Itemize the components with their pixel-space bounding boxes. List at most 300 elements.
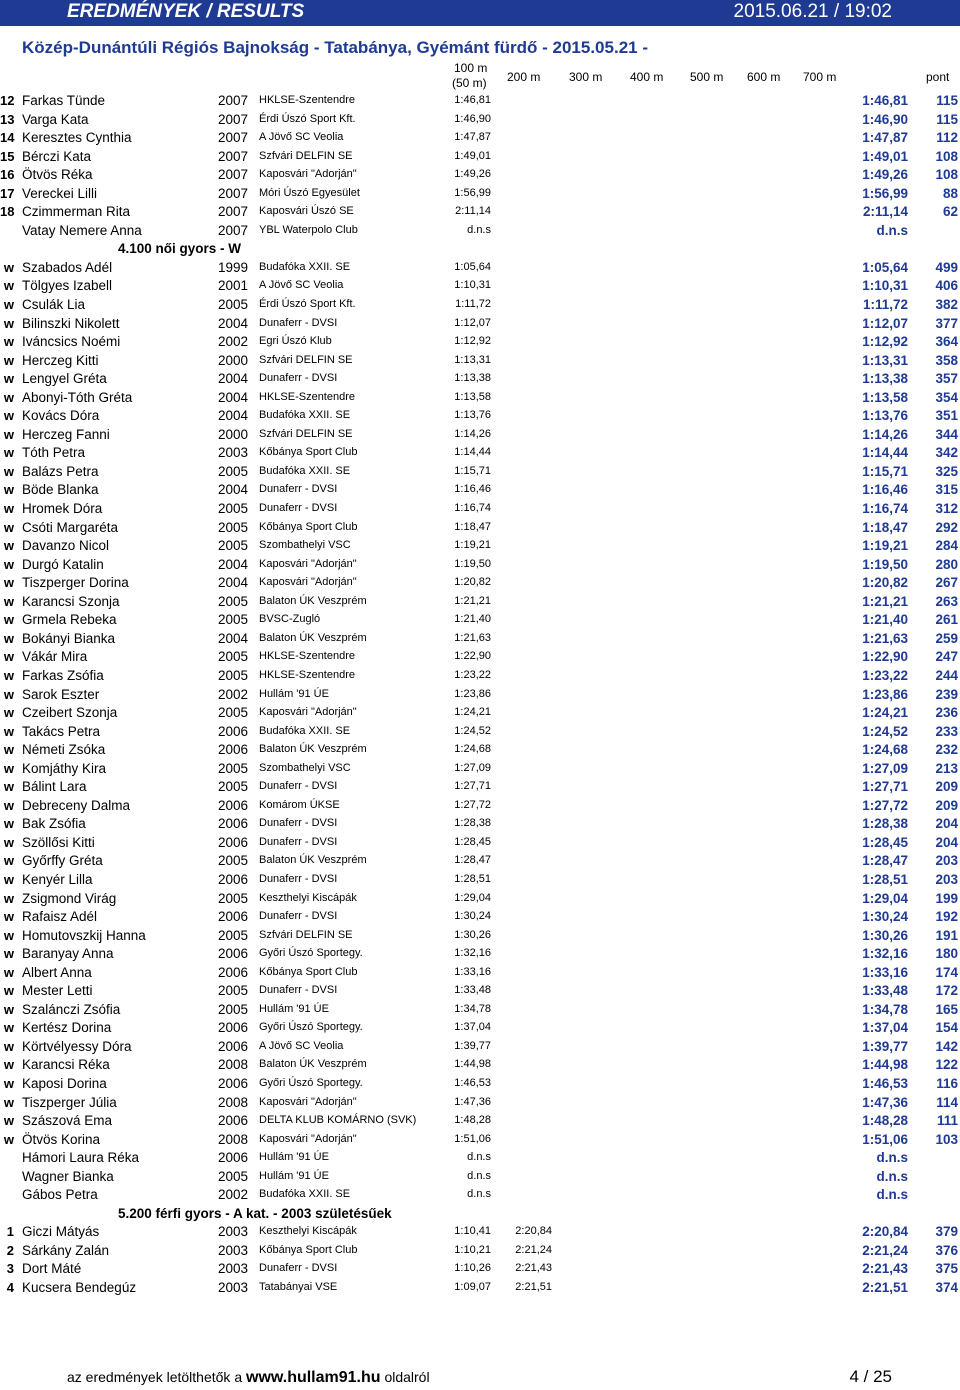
result-row bbox=[0, 1074, 960, 1093]
birth-year: 2008 bbox=[218, 1094, 249, 1110]
split-100m: 1:13,38 bbox=[454, 372, 491, 385]
place: 4 bbox=[6, 1280, 14, 1295]
club-name: DELTA KLUB KOMÁRNO (SVK) bbox=[259, 1114, 417, 1127]
split-100m: 1:28,47 bbox=[454, 854, 491, 867]
birth-year: 2005 bbox=[218, 760, 249, 776]
birth-year: 2004 bbox=[218, 575, 249, 591]
club-name: Balaton ÚK Veszprém bbox=[259, 1058, 367, 1071]
split-100m: 1:30,26 bbox=[454, 928, 491, 941]
birth-year: 2005 bbox=[218, 1001, 249, 1017]
results-title: EREDMÉNYEK / RESULTS bbox=[67, 1, 305, 22]
swimmer-name: Ötvös Réka bbox=[22, 167, 93, 183]
place: w bbox=[3, 463, 14, 479]
swimmer-name: Tölgyes Izabell bbox=[22, 278, 113, 294]
birth-year: 2006 bbox=[218, 1038, 249, 1054]
final-time: 1:12,07 bbox=[862, 315, 908, 331]
place: 14 bbox=[0, 130, 15, 146]
swimmer-name: Tiszperger Júlia bbox=[22, 1094, 117, 1110]
points: 122 bbox=[935, 1057, 958, 1073]
swimmer-name: Szöllősi Kitti bbox=[22, 834, 95, 850]
page-number: 4 / 25 bbox=[849, 1367, 892, 1386]
swimmer-name: Vákár Mira bbox=[22, 649, 88, 665]
club-name: Szfvári DELFIN SE bbox=[259, 928, 353, 941]
swimmer-name: Farkas Zsófia bbox=[22, 667, 104, 683]
points: 204 bbox=[935, 834, 958, 850]
col-points: pont bbox=[926, 70, 950, 84]
final-time: 1:32,16 bbox=[862, 946, 908, 962]
swimmer-name: Bokányi Bianka bbox=[22, 630, 116, 646]
place: w bbox=[3, 501, 14, 517]
club-name: Szfvári DELFIN SE bbox=[259, 427, 353, 440]
result-row bbox=[0, 1111, 960, 1130]
place: w bbox=[3, 871, 14, 887]
swimmer-name: Iváncsics Noémi bbox=[22, 334, 121, 350]
final-time: 1:39,77 bbox=[862, 1038, 908, 1054]
birth-year: 2005 bbox=[218, 983, 249, 999]
points: 111 bbox=[936, 1113, 958, 1129]
points: 376 bbox=[935, 1242, 958, 1258]
club-name: Győri Úszó Sportegy. bbox=[259, 947, 363, 960]
result-row bbox=[0, 740, 960, 759]
split-100m: 1:46,81 bbox=[454, 94, 491, 106]
result-row bbox=[0, 295, 960, 314]
footer-link[interactable]: www.hullam91.hu bbox=[246, 1369, 381, 1386]
split-100m: 1:24,21 bbox=[454, 706, 491, 719]
place: w bbox=[3, 723, 14, 739]
club-name: Dunaferr - DVSI bbox=[259, 1262, 338, 1275]
club-name: HKLSE-Szentendre bbox=[259, 94, 355, 106]
club-name: A Jövő SC Veolia bbox=[259, 1039, 344, 1052]
points: 203 bbox=[935, 853, 958, 869]
points: 62 bbox=[942, 204, 958, 220]
points: 209 bbox=[935, 797, 958, 813]
split-100m: 1:21,40 bbox=[454, 613, 491, 626]
club-name: HKLSE-Szentendre bbox=[259, 650, 355, 663]
final-time: 1:46,53 bbox=[862, 1075, 908, 1091]
final-time: 1:13,31 bbox=[862, 352, 908, 368]
club-name: Dunaferr - DVSI bbox=[259, 502, 338, 515]
swimmer-name: Czimmerman Rita bbox=[22, 204, 131, 220]
birth-year: 2007 bbox=[218, 111, 249, 127]
place: w bbox=[3, 278, 14, 294]
split-100m: 2:11,14 bbox=[455, 205, 491, 218]
club-name: Érdi Úszó Sport Kft. bbox=[259, 298, 356, 311]
club-name: Budafóka XXII. SE bbox=[259, 1188, 351, 1201]
club-name: Balaton ÚK Veszprém bbox=[259, 743, 367, 756]
split-100m: 1:33,16 bbox=[454, 965, 491, 978]
swimmer-name: Sarok Eszter bbox=[22, 686, 100, 702]
result-row bbox=[0, 462, 960, 481]
result-row bbox=[0, 202, 960, 221]
split-100m: 1:15,71 bbox=[454, 464, 491, 477]
points: 213 bbox=[935, 760, 958, 776]
split-100m: 1:51,06 bbox=[454, 1132, 491, 1145]
result-row bbox=[0, 314, 960, 333]
club-name: Hullám '91 ÚE bbox=[259, 687, 329, 700]
birth-year: 2005 bbox=[218, 612, 249, 628]
col-600m: 600 m bbox=[747, 70, 781, 84]
club-name: Kőbánya Sport Club bbox=[259, 965, 358, 978]
final-time: 1:56,99 bbox=[862, 185, 908, 201]
final-time: 1:13,38 bbox=[862, 371, 908, 387]
final-time: 1:49,01 bbox=[862, 148, 908, 164]
birth-year: 2007 bbox=[218, 130, 249, 146]
result-row bbox=[0, 981, 960, 1000]
points: 263 bbox=[935, 593, 958, 609]
birth-year: 2007 bbox=[218, 204, 249, 220]
place: w bbox=[3, 259, 14, 275]
split-100m: 1:11,72 bbox=[455, 298, 491, 311]
result-row bbox=[0, 907, 960, 926]
split-100m: 1:28,45 bbox=[454, 835, 491, 848]
swimmer-name: Herczeg Kitti bbox=[22, 352, 99, 368]
points: 142 bbox=[935, 1038, 958, 1054]
birth-year: 2005 bbox=[218, 705, 249, 721]
result-row bbox=[0, 184, 960, 203]
final-time: 2:21,43 bbox=[862, 1261, 908, 1277]
split-100m: 1:10,41 bbox=[454, 1225, 491, 1238]
birth-year: 2006 bbox=[218, 964, 249, 980]
birth-year: 1999 bbox=[218, 259, 249, 275]
split-100m: 1:10,21 bbox=[454, 1243, 491, 1256]
points: 239 bbox=[935, 686, 958, 702]
final-time: 1:46,90 bbox=[862, 111, 908, 127]
place: w bbox=[3, 389, 14, 405]
result-row bbox=[0, 480, 960, 499]
result-row bbox=[0, 703, 960, 722]
split-100m: 1:22,90 bbox=[454, 650, 491, 663]
final-time: 1:14,26 bbox=[862, 426, 908, 442]
final-time: 1:33,16 bbox=[862, 964, 908, 980]
final-time: 1:13,58 bbox=[862, 389, 908, 405]
place: 3 bbox=[6, 1261, 14, 1277]
result-row bbox=[0, 443, 960, 462]
final-time: 1:21,63 bbox=[862, 630, 908, 646]
place: w bbox=[3, 760, 14, 776]
place: 1 bbox=[6, 1224, 14, 1240]
split-200m: 2:21,43 bbox=[515, 1262, 552, 1275]
birth-year: 2006 bbox=[218, 871, 249, 887]
club-name: Balaton ÚK Veszprém bbox=[259, 854, 367, 867]
birth-year: 2004 bbox=[218, 630, 249, 646]
points: 115 bbox=[936, 111, 958, 127]
swimmer-name: Debreceny Dalma bbox=[22, 797, 131, 813]
swimmer-name: Böde Blanka bbox=[22, 482, 99, 498]
final-time: 1:19,50 bbox=[862, 556, 908, 572]
split-100m: 1:46,53 bbox=[454, 1076, 491, 1089]
split-100m: 1:28,38 bbox=[454, 817, 491, 830]
points: 379 bbox=[935, 1224, 958, 1240]
birth-year: 2003 bbox=[218, 1224, 249, 1240]
swimmer-name: Bálint Lara bbox=[22, 779, 87, 795]
result-row bbox=[0, 629, 960, 648]
birth-year: 2003 bbox=[218, 1242, 249, 1258]
swimmer-name: Durgó Katalin bbox=[22, 556, 104, 572]
final-time: 1:47,36 bbox=[862, 1094, 908, 1110]
club-name: Dunaferr - DVSI bbox=[259, 780, 338, 793]
place: w bbox=[3, 983, 14, 999]
split-100m: d.n.s bbox=[467, 1151, 491, 1164]
final-time: 1:14,44 bbox=[862, 445, 908, 461]
result-row bbox=[0, 425, 960, 444]
points: 244 bbox=[935, 667, 958, 683]
split-100m: 1:13,31 bbox=[454, 353, 491, 366]
points: 236 bbox=[935, 705, 958, 721]
final-time: 1:34,78 bbox=[862, 1001, 908, 1017]
swimmer-name: Csulák Lia bbox=[22, 297, 86, 313]
birth-year: 2007 bbox=[218, 148, 249, 164]
split-100m: 1:10,26 bbox=[454, 1262, 491, 1275]
result-row bbox=[0, 1185, 960, 1204]
club-name: Érdi Úszó Sport Kft. bbox=[259, 112, 356, 125]
result-row bbox=[0, 796, 960, 815]
result-row bbox=[0, 685, 960, 704]
final-time: 1:33,48 bbox=[862, 983, 908, 999]
club-name: Dunaferr - DVSI bbox=[259, 984, 338, 997]
col-100m: 100 m bbox=[454, 61, 488, 75]
swimmer-name: Lengyel Gréta bbox=[22, 371, 107, 387]
place: 2 bbox=[6, 1242, 14, 1258]
club-name: Budafóka XXII. SE bbox=[259, 464, 351, 477]
club-name: HKLSE-Szentendre bbox=[259, 668, 355, 681]
swimmer-name: Homutovszkij Hanna bbox=[22, 927, 146, 943]
final-time: d.n.s bbox=[876, 222, 908, 238]
points: 108 bbox=[935, 167, 958, 183]
split-100m: 1:24,52 bbox=[454, 724, 491, 737]
birth-year: 2006 bbox=[218, 834, 249, 850]
place: w bbox=[3, 593, 14, 609]
club-name: Kaposvári "Adorján" bbox=[259, 576, 357, 589]
points: 375 bbox=[935, 1261, 958, 1277]
footer-note bbox=[67, 1369, 430, 1387]
final-time: 1:49,26 bbox=[862, 167, 908, 183]
birth-year: 2005 bbox=[218, 538, 249, 554]
split-100m: 1:19,50 bbox=[454, 557, 491, 570]
club-name: Móri Úszó Egyesület bbox=[259, 186, 360, 199]
club-name: Győri Úszó Sportegy. bbox=[259, 1076, 363, 1089]
split-100m: 1:39,77 bbox=[454, 1039, 491, 1052]
birth-year: 2003 bbox=[218, 445, 249, 461]
place: 12 bbox=[0, 93, 15, 108]
place: w bbox=[3, 1038, 14, 1054]
birth-year: 2008 bbox=[218, 1131, 249, 1147]
points: 154 bbox=[935, 1020, 958, 1036]
col-500m: 500 m bbox=[690, 70, 724, 84]
place: w bbox=[3, 575, 14, 591]
points: 377 bbox=[935, 315, 958, 331]
points: 174 bbox=[935, 964, 958, 980]
swimmer-name: Dort Máté bbox=[22, 1261, 82, 1277]
result-row bbox=[0, 722, 960, 741]
result-row bbox=[0, 1241, 960, 1260]
final-time: 1:24,52 bbox=[862, 723, 908, 739]
swimmer-name: Mester Letti bbox=[22, 983, 93, 999]
final-time: 1:21,21 bbox=[862, 593, 908, 609]
birth-year: 2004 bbox=[218, 389, 249, 405]
swimmer-name: Győrffy Gréta bbox=[22, 853, 103, 869]
club-name: Kaposvári "Adorján" bbox=[259, 1132, 357, 1145]
final-time: 1:15,71 bbox=[862, 463, 908, 479]
club-name: Hullám '91 ÚE bbox=[259, 1151, 329, 1164]
result-row bbox=[0, 1093, 960, 1112]
split-100m: d.n.s bbox=[467, 1169, 491, 1182]
split-100m: 1:33,48 bbox=[454, 984, 491, 997]
birth-year: 2004 bbox=[218, 482, 249, 498]
swimmer-name: Balázs Petra bbox=[22, 463, 99, 479]
final-time: 1:23,22 bbox=[862, 667, 908, 683]
footer-prefix: az eredmények letölthetők a bbox=[67, 1369, 243, 1385]
place: 15 bbox=[0, 148, 15, 164]
club-name: Keszthelyi Kiscápák bbox=[259, 891, 357, 904]
result-row bbox=[0, 1130, 960, 1149]
place: w bbox=[3, 1131, 14, 1147]
result-row bbox=[0, 833, 960, 852]
result-row bbox=[0, 91, 960, 110]
final-time: 1:28,45 bbox=[862, 834, 908, 850]
final-time: 1:30,26 bbox=[862, 927, 908, 943]
club-name: Szfvári DELFIN SE bbox=[259, 149, 353, 162]
footer-suffix: oldalról bbox=[384, 1369, 430, 1385]
swimmer-name: Kertész Dorina bbox=[22, 1020, 112, 1036]
section-heading-row bbox=[0, 1204, 960, 1223]
competition-title: Közép-Dunántúli Régiós Bajnokság - Tatabánya, Gyémánt fürdő - 2015.05.21 - bbox=[22, 38, 648, 57]
final-time: 1:24,21 bbox=[862, 705, 908, 721]
place: w bbox=[3, 946, 14, 962]
points: 261 bbox=[935, 612, 958, 628]
split-100m: 1:47,36 bbox=[454, 1095, 491, 1108]
result-row bbox=[0, 1148, 960, 1167]
final-time: 1:10,31 bbox=[862, 278, 908, 294]
split-100m: 1:37,04 bbox=[454, 1021, 491, 1034]
final-time: 1:20,82 bbox=[862, 575, 908, 591]
swimmer-name: Zsigmond Virág bbox=[22, 890, 117, 906]
result-row bbox=[0, 944, 960, 963]
swimmer-name: Kucsera Bendegúz bbox=[22, 1280, 137, 1295]
swimmer-name: Bilinszki Nikolett bbox=[22, 315, 120, 331]
split-100m: d.n.s bbox=[467, 223, 491, 236]
club-name: Balaton ÚK Veszprém bbox=[259, 594, 367, 607]
split-100m: 1:10,31 bbox=[454, 279, 491, 292]
place: w bbox=[3, 445, 14, 461]
split-100m: d.n.s bbox=[467, 1188, 491, 1201]
points: 247 bbox=[935, 649, 958, 665]
swimmer-name: Tóth Petra bbox=[22, 445, 86, 461]
split-100m: 1:34,78 bbox=[454, 1002, 491, 1015]
result-row bbox=[0, 610, 960, 629]
swimmer-name: Körtvélyessy Dóra bbox=[22, 1038, 132, 1054]
club-name: Szombathelyi VSC bbox=[259, 761, 351, 774]
swimmer-name: Gábos Petra bbox=[22, 1187, 98, 1203]
place: w bbox=[3, 538, 14, 554]
result-row bbox=[0, 592, 960, 611]
swimmer-name: Kaposi Dorina bbox=[22, 1075, 107, 1091]
result-row bbox=[0, 536, 960, 555]
birth-year: 2004 bbox=[218, 371, 249, 387]
points: 116 bbox=[936, 1075, 958, 1091]
place: w bbox=[3, 482, 14, 498]
place: w bbox=[3, 334, 14, 350]
final-time: 2:20,84 bbox=[862, 1224, 908, 1240]
swimmer-name: Vatay Nemere Anna bbox=[22, 222, 142, 238]
place: w bbox=[3, 667, 14, 683]
final-time: 1:16,74 bbox=[862, 501, 908, 517]
split-100m: 1:05,64 bbox=[454, 260, 491, 273]
points: 382 bbox=[935, 297, 958, 313]
club-name: Kaposvári "Adorján" bbox=[259, 706, 357, 719]
birth-year: 2002 bbox=[218, 686, 249, 702]
swimmer-name: Hámori Laura Réka bbox=[22, 1150, 140, 1166]
place: w bbox=[3, 519, 14, 535]
points: 209 bbox=[935, 779, 958, 795]
result-row bbox=[0, 1259, 960, 1278]
result-row bbox=[0, 814, 960, 833]
points: 232 bbox=[935, 742, 958, 758]
place: w bbox=[3, 853, 14, 869]
club-name: BVSC-Zugló bbox=[259, 613, 321, 626]
birth-year: 2007 bbox=[218, 167, 249, 183]
club-name: YBL Waterpolo Club bbox=[259, 223, 358, 236]
print-datetime: 2015.06.21 / 19:02 bbox=[733, 1, 892, 22]
split-100m: 1:29,04 bbox=[454, 891, 491, 904]
result-row bbox=[0, 406, 960, 425]
swimmer-name: Hromek Dóra bbox=[22, 501, 103, 517]
col-700m: 700 m bbox=[803, 70, 837, 84]
place: w bbox=[3, 1094, 14, 1110]
club-name: Budafóka XXII. SE bbox=[259, 409, 351, 422]
result-row bbox=[0, 666, 960, 685]
club-name: Budafóka XXII. SE bbox=[259, 260, 351, 273]
club-name: Szombathelyi VSC bbox=[259, 539, 351, 552]
place: w bbox=[3, 297, 14, 313]
result-row bbox=[0, 128, 960, 147]
points: 344 bbox=[935, 426, 958, 442]
result-row bbox=[0, 1278, 960, 1297]
results-banner bbox=[0, 0, 960, 26]
birth-year: 2007 bbox=[218, 93, 249, 108]
birth-year: 2005 bbox=[218, 927, 249, 943]
swimmer-name: Albert Anna bbox=[22, 964, 92, 980]
swimmer-name: Varga Kata bbox=[22, 111, 89, 127]
result-row bbox=[0, 759, 960, 778]
final-time: 1:48,28 bbox=[862, 1113, 908, 1129]
club-name: Szfvári DELFIN SE bbox=[259, 353, 353, 366]
club-name: Dunaferr - DVSI bbox=[259, 835, 338, 848]
birth-year: 2005 bbox=[218, 593, 249, 609]
swimmer-name: Farkas Tünde bbox=[22, 93, 106, 108]
place: w bbox=[3, 964, 14, 980]
birth-year: 2006 bbox=[218, 742, 249, 758]
result-row bbox=[0, 351, 960, 370]
final-time: 1:27,72 bbox=[862, 797, 908, 813]
swimmer-name: Karancsi Réka bbox=[22, 1057, 110, 1073]
split-100m: 1:12,92 bbox=[454, 335, 491, 348]
place: w bbox=[3, 371, 14, 387]
birth-year: 2003 bbox=[218, 1280, 249, 1295]
final-time: 1:44,98 bbox=[862, 1057, 908, 1073]
club-name: Dunaferr - DVSI bbox=[259, 483, 338, 496]
place: w bbox=[3, 816, 14, 832]
swimmer-name: Csóti Margaréta bbox=[22, 519, 119, 535]
points: 203 bbox=[935, 871, 958, 887]
col-400m: 400 m bbox=[630, 70, 664, 84]
final-time: d.n.s bbox=[876, 1187, 908, 1203]
birth-year: 2006 bbox=[218, 1113, 249, 1129]
place: w bbox=[3, 556, 14, 572]
club-name: Keszthelyi Kiscápák bbox=[259, 1225, 357, 1238]
swimmer-name: Abonyi-Tóth Gréta bbox=[22, 389, 133, 405]
place: 16 bbox=[0, 167, 15, 183]
split-100m: 1:16,46 bbox=[454, 483, 491, 496]
